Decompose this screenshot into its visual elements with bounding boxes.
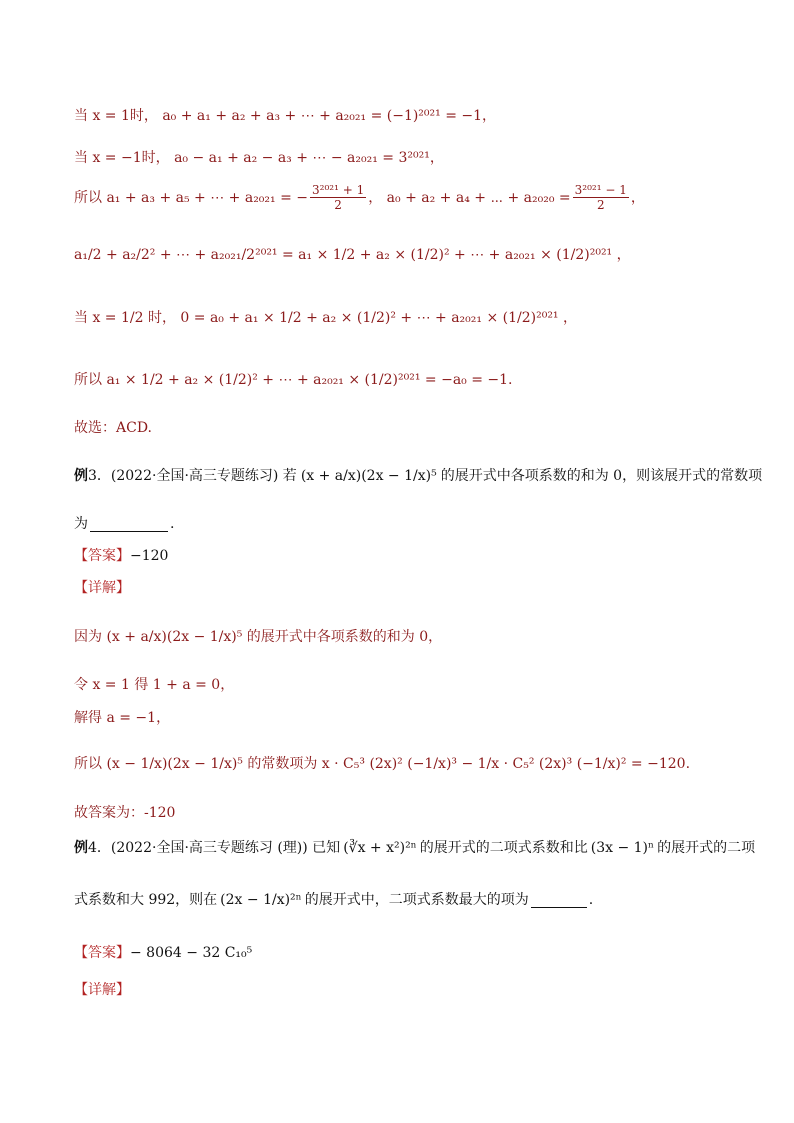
solution-line-2: 当 x = −1时， a₀ − a₁ + a₂ − a₃ + ⋯ − a₂₀₂₁ = 3²⁰²¹，	[74, 150, 444, 166]
example-3-question: 例 3．(2022·全国·高三专题练习) 若 (x + a/x)(2x − 1/x)⁵ 的展开式中各项系数的和为 0，则该展开式的常数项	[74, 468, 763, 484]
example-4-answer: 【答案】 − 8064 − 32 C₁₀⁵	[74, 945, 253, 961]
solution-line-1: 当 x = 1时， a₀ + a₁ + a₂ + a₃ + ⋯ + a₂₀₂₁ = (−1)²⁰²¹ = −1，	[74, 108, 497, 124]
answer-blank	[531, 893, 587, 908]
fraction: $\frac{\text{3²⁰²¹ − 1}}{2}$	[574, 183, 627, 212]
example-3-step-1: 因为 (x + a/x)(2x − 1/x)⁵ 的展开式中各项系数的和为 0，	[74, 629, 443, 645]
example-3-answer: 【答案】 −120	[74, 548, 169, 564]
example-4-detail-label: 【详解】	[74, 982, 130, 998]
example-4-question: 例 4．(2022·全国·高三专题练习 (理)) 已知 (∛x + x²)²ⁿ 的展开式的二项式系数和比 (3x − 1)ⁿ 的展开式的二项	[74, 840, 756, 856]
solution-line-6: 所以 a₁ × 1/2 + a₂ × (1/2)² + ⋯ + a₂₀₂₁ × (1/2)²⁰²¹ = −a₀ = −1.	[74, 372, 513, 388]
example-3-step-4: 所以 (x − 1/x)(2x − 1/x)⁵ 的常数项为 x · C₅³ (2x)² (−1/x)³ − 1/x · C₅² (2x)³ (−1/x)² = −120.	[74, 756, 691, 772]
solution-line-3: 所以 a₁ + a₃ + a₅ + ⋯ + a₂₀₂₁ = − $\frac{\text{3²⁰²¹ + 1}}{2}$ ， a₀ + a₂ + a₄ + ⋯ + a₂₀₂₀ = $\frac{\text{3²⁰²¹ − 1}}{2}$ ，	[74, 183, 645, 212]
example-3-step-2: 令 x = 1 得 1 + a = 0，	[74, 677, 235, 693]
solution-line-4: a₁/2 + a₂/2² + ⋯ + a₂₀₂₁/2²⁰²¹ = a₁ × 1/2 + a₂ × (1/2)² + ⋯ + a₂₀₂₁ × (1/2)²⁰²¹ ，	[74, 247, 631, 263]
solution-line-5: 当 x = 1/2 时， 0 = a₀ + a₁ × 1/2 + a₂ × (1/2)² + ⋯ + a₂₀₂₁ × (1/2)²⁰²¹ ，	[74, 310, 577, 326]
example-4-question-line-2: 式系数和大 992，则在 (2x − 1/x)²ⁿ 的展开式中，二项式系数最大的项为 .	[74, 892, 594, 908]
example-3-detail-label: 【详解】	[74, 580, 130, 596]
fraction: $\frac{\text{3²⁰²¹ + 1}}{2}$	[312, 183, 365, 212]
example-3-step-3: 解得 a = −1，	[74, 710, 171, 726]
answer-blank	[90, 517, 168, 532]
example-3-step-5: 故答案为：-120	[74, 805, 176, 821]
example-3-question-line-2: 为 .	[74, 516, 175, 532]
solution-line-7: 故选：ACD.	[74, 420, 152, 436]
